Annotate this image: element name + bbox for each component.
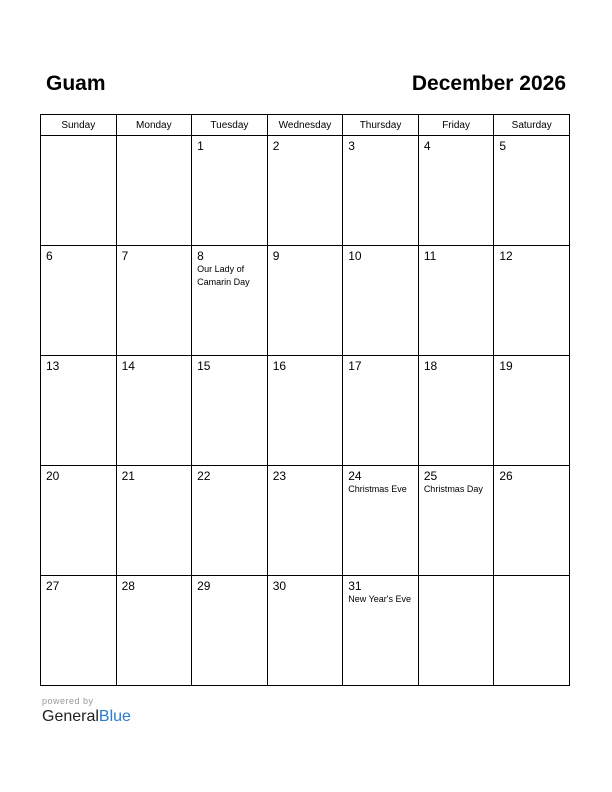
weekday-wednesday: Wednesday — [267, 115, 343, 136]
day-number: 29 — [197, 579, 211, 593]
day-number: 20 — [46, 469, 60, 483]
day-number: 8 — [197, 249, 204, 263]
day-cell — [267, 136, 343, 246]
day-cell — [116, 466, 192, 576]
day-cell — [192, 246, 268, 356]
day-number: 30 — [272, 579, 287, 593]
day-number: 2 — [272, 139, 280, 153]
day-cell — [116, 576, 192, 686]
day-number: 13 — [46, 359, 60, 373]
week-row — [41, 246, 570, 356]
day-cell — [418, 246, 494, 356]
holiday-label: Christmas Day — [423, 484, 483, 494]
day-number: 22 — [197, 469, 211, 483]
day-number: 17 — [348, 359, 362, 373]
day-cell — [267, 576, 343, 686]
day-cell — [41, 576, 117, 686]
day-cell — [418, 466, 494, 576]
day-number: 4 — [423, 139, 431, 153]
weekday-header-row — [41, 115, 570, 136]
day-number: 18 — [423, 359, 438, 373]
weekday-saturday: Saturday — [494, 115, 570, 136]
day-cell — [343, 246, 419, 356]
day-cell — [343, 356, 419, 466]
day-number: 25 — [423, 469, 438, 483]
weekday-friday: Friday — [418, 115, 494, 136]
day-number: 10 — [348, 249, 362, 263]
calendar-grid — [40, 114, 570, 686]
day-number: 15 — [197, 359, 211, 373]
day-cell — [192, 136, 268, 246]
weekday-tuesday: Tuesday — [192, 115, 268, 136]
day-number: 24 — [348, 469, 362, 483]
calendar-header — [46, 70, 566, 100]
day-cell — [41, 466, 117, 576]
day-cell — [192, 356, 268, 466]
day-cell — [343, 576, 419, 686]
week-row — [41, 466, 570, 576]
day-number: 5 — [499, 139, 507, 153]
empty-day-cell — [418, 576, 494, 686]
day-cell — [343, 466, 419, 576]
holiday-label: Our Lady of Camarin Day — [197, 264, 250, 287]
day-number: 7 — [121, 249, 129, 263]
week-row — [41, 136, 570, 246]
day-number: 3 — [348, 139, 355, 153]
holiday-label: New Year's Eve — [348, 594, 412, 604]
day-cell — [494, 466, 570, 576]
month-title: December 2026 — [411, 72, 566, 95]
day-number: 12 — [499, 249, 513, 263]
day-cell — [41, 246, 117, 356]
day-number: 31 — [348, 579, 362, 593]
weekday-sunday: Sunday — [41, 115, 117, 136]
day-cell — [192, 576, 268, 686]
day-number: 16 — [272, 359, 287, 373]
day-cell — [192, 466, 268, 576]
region-title: Guam — [46, 72, 106, 95]
empty-day-cell — [116, 136, 192, 246]
day-cell — [494, 356, 570, 466]
day-cell — [418, 136, 494, 246]
day-number — [117, 136, 192, 139]
week-row — [41, 356, 570, 466]
day-number: 21 — [121, 469, 135, 483]
day-cell — [267, 356, 343, 466]
empty-day-cell — [41, 136, 117, 246]
day-number — [419, 576, 494, 579]
weekday-thursday: Thursday — [343, 115, 419, 136]
day-cell — [116, 246, 192, 356]
day-cell — [494, 136, 570, 246]
day-cell — [116, 356, 192, 466]
empty-day-cell — [494, 576, 570, 686]
day-number — [41, 136, 116, 139]
weekday-monday: Monday — [116, 115, 192, 136]
day-number: 26 — [499, 469, 513, 483]
day-cell — [41, 356, 117, 466]
day-number: 23 — [272, 469, 287, 483]
day-number: 14 — [121, 359, 135, 373]
day-number: 6 — [46, 249, 53, 263]
day-cell — [418, 356, 494, 466]
day-number: 27 — [46, 579, 60, 593]
day-number: 9 — [272, 249, 280, 263]
brand-blue-text: Blue — [98, 708, 131, 725]
day-cell — [267, 246, 343, 356]
generalblue-logo[interactable] — [42, 707, 131, 727]
powered-by-label: powered by — [42, 696, 94, 706]
day-number: 1 — [197, 139, 204, 153]
day-number: 11 — [423, 249, 437, 263]
brand-general-text: General — [42, 708, 99, 725]
day-cell — [343, 136, 419, 246]
day-cell — [267, 466, 343, 576]
holiday-label: Christmas Eve — [348, 484, 407, 494]
week-row — [41, 576, 570, 686]
day-number: 19 — [499, 359, 513, 373]
day-cell — [494, 246, 570, 356]
day-number: 28 — [121, 579, 135, 593]
day-number — [494, 576, 569, 579]
footer — [42, 696, 131, 727]
